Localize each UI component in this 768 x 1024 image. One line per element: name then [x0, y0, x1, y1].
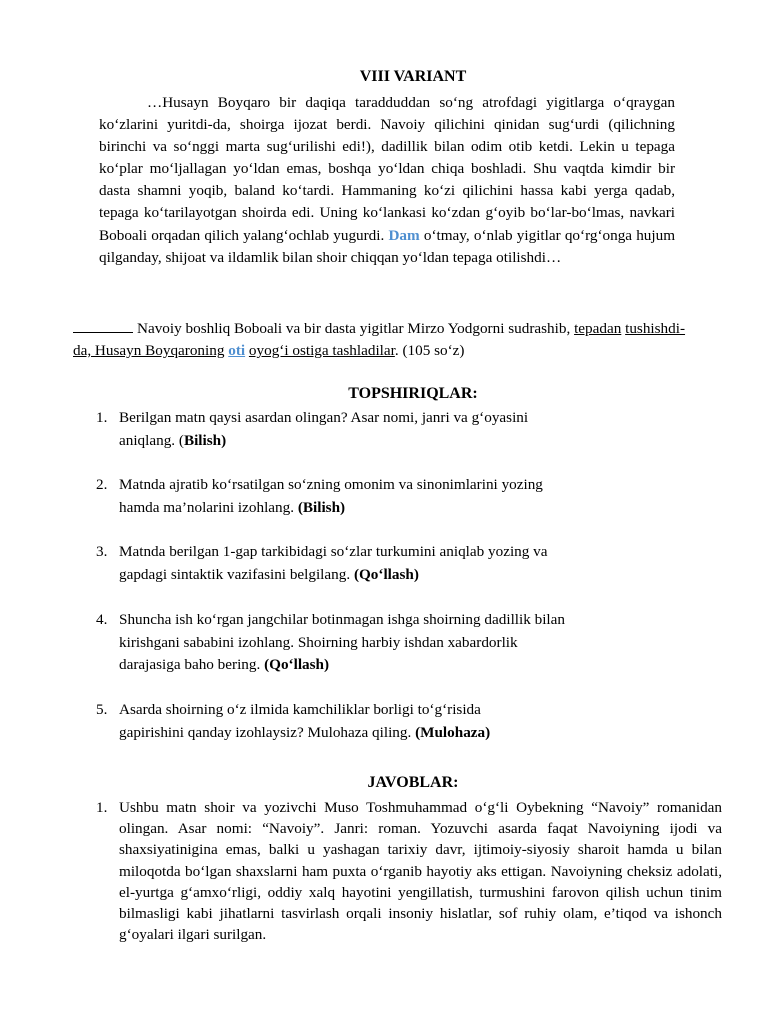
- variant-title: VIII VARIANT: [359, 68, 467, 85]
- answer-item-1: [96, 797, 722, 945]
- answer-number: 1.: [96, 799, 108, 816]
- task-number: 4.: [96, 611, 108, 628]
- task-line: Asarda shoirning o‘z ilmida kamchiliklar borligi to‘g‘risida: [119, 701, 481, 718]
- task-line: darajasiga baho bering.: [119, 656, 265, 673]
- task-tag: (Bilish): [297, 498, 346, 516]
- task-line: aniqlang. (: [119, 431, 184, 449]
- task-item-2: [96, 474, 656, 519]
- task-number: 1.: [96, 409, 108, 426]
- task-tag: (Qo‘llash): [264, 656, 330, 673]
- task-item-5: [96, 699, 656, 744]
- word-count: . (105 so‘z): [394, 342, 465, 360]
- highlighted-word-oti: oti: [228, 342, 246, 360]
- passage-paragraph-1: [99, 92, 675, 269]
- task-item-3: [96, 541, 656, 586]
- task-number: 2.: [96, 476, 108, 493]
- underline-lead: [73, 332, 133, 333]
- task-line: Matnda ajratib ko‘rsatilgan so‘zning omonim va sinonimlarini yozing: [119, 476, 543, 493]
- task-line: Shuncha ish ko‘rgan jangchilar botinmagan ishga shoirning dadillik bilan: [119, 611, 565, 628]
- task-line: gapirishini qanday izohlaysiz? Mulohaza qiling.: [119, 723, 416, 741]
- task-line: kirishgani sababini izohlang. Shoirning harbiy ishdan xabardorlik: [119, 633, 518, 651]
- task-line: Matnda berilgan 1-gap tarkibidagi so‘zlar turkumini aniqlab yozing va: [119, 543, 548, 560]
- highlighted-word-dam: Dam: [388, 226, 420, 244]
- tasks-heading: TOPSHIRIQLAR:: [348, 385, 478, 402]
- task-item-1: [96, 407, 656, 452]
- passage-text: …Husayn Boyqaro bir daqiqa taradduddan so‘ng atrofdagi yigitlarga o‘qraygan ko‘zlarini yuritdi-da, shoirga ijozat berdi. Navoiy qilichini qinidan sug‘urdi (qilichning birinchi va so‘nggi marta sug‘urilishi edi!), dadillik bilan odim otib ketdi. Lekin u tepaga ko‘plar mo‘ljallagan yo‘ldan emas, boshqa yo‘ldan chiqa boshladi. Shu vaqtda kimdir bir dasta shamni yoqib, baland ko‘tardi. Hammaning ko‘zi qilichini hassa kabi yerga qadab, tepaga ko‘tarilayotgan shoirda edi. Uning ko‘lankasi ko‘zdan g‘oyib bo‘lar-bo‘lmas, navkari Boboali orqadan qilich yalang‘ochlab yugurdi.: [99, 94, 675, 244]
- task-line: hamda ma’nolarini izohlang.: [119, 498, 298, 516]
- task-line: Berilgan matn qaysi asardan olingan? Asar nomi, janri va g‘oyasini: [119, 409, 529, 426]
- task-number: 5.: [96, 701, 108, 718]
- passage-2-start: Navoiy boshliq Boboali va bir dasta yigitlar Mirzo Yodgorni sudrashib,: [137, 320, 571, 337]
- answer-text: Ushbu matn shoir va yozivchi Muso Toshmuhammad o‘g‘li Oybekning “Navoiy” romanidan olingan. Asar nomi: “Navoiy”. Janri: roman. Yozuvchi asarda faqat Navoiyning ijodi va shaxsiyatinigina emas, balki u yashagan tarixiy davr, ijtimoiy-siyosiy sharoit hamda u bilan miloqotda bo‘lgan shaxslarni ham puxta o‘rganib hayotiy aks ettigan. Navoiyning cheksiz adolati, el-yurtga g‘amxo‘rligi, oddiy xalq hayotini yengillatish, turmushini farovon qilish uchun tinim bilmasligi kabi jihatlarni tasvirlash orqali insoniy hislatlar, sof ruhiy olam, e’tiqod va ishonch g‘oyalari ilgari surilgan.: [119, 799, 722, 944]
- task-tag: (Mulohaza): [415, 723, 491, 741]
- task-number: 3.: [96, 543, 108, 560]
- answers-heading: JAVOBLAR:: [367, 774, 459, 791]
- passage-paragraph-2: [73, 318, 685, 362]
- task-tag: Bilish): [183, 431, 227, 449]
- underlined-phrase-1: tushishdi-da, Husayn Boyqaroning: [73, 320, 686, 360]
- passage-text-end: o‘tmay, o‘nlab yigitlar qo‘rg‘onga hujum qilganday, shijoat va ildamlik bilan shoir chiqqan yo‘ldan tepaga otilishdi…: [99, 226, 676, 266]
- underlined-word-tepadan: tepadan: [574, 320, 622, 337]
- task-tag: (Qo‘llash): [353, 565, 419, 583]
- task-item-4: [96, 609, 656, 677]
- underlined-phrase-2: oyog‘i ostiga tashladilar: [248, 342, 395, 360]
- task-line: gapdagi sintaktik vazifasini belgilang.: [119, 565, 354, 583]
